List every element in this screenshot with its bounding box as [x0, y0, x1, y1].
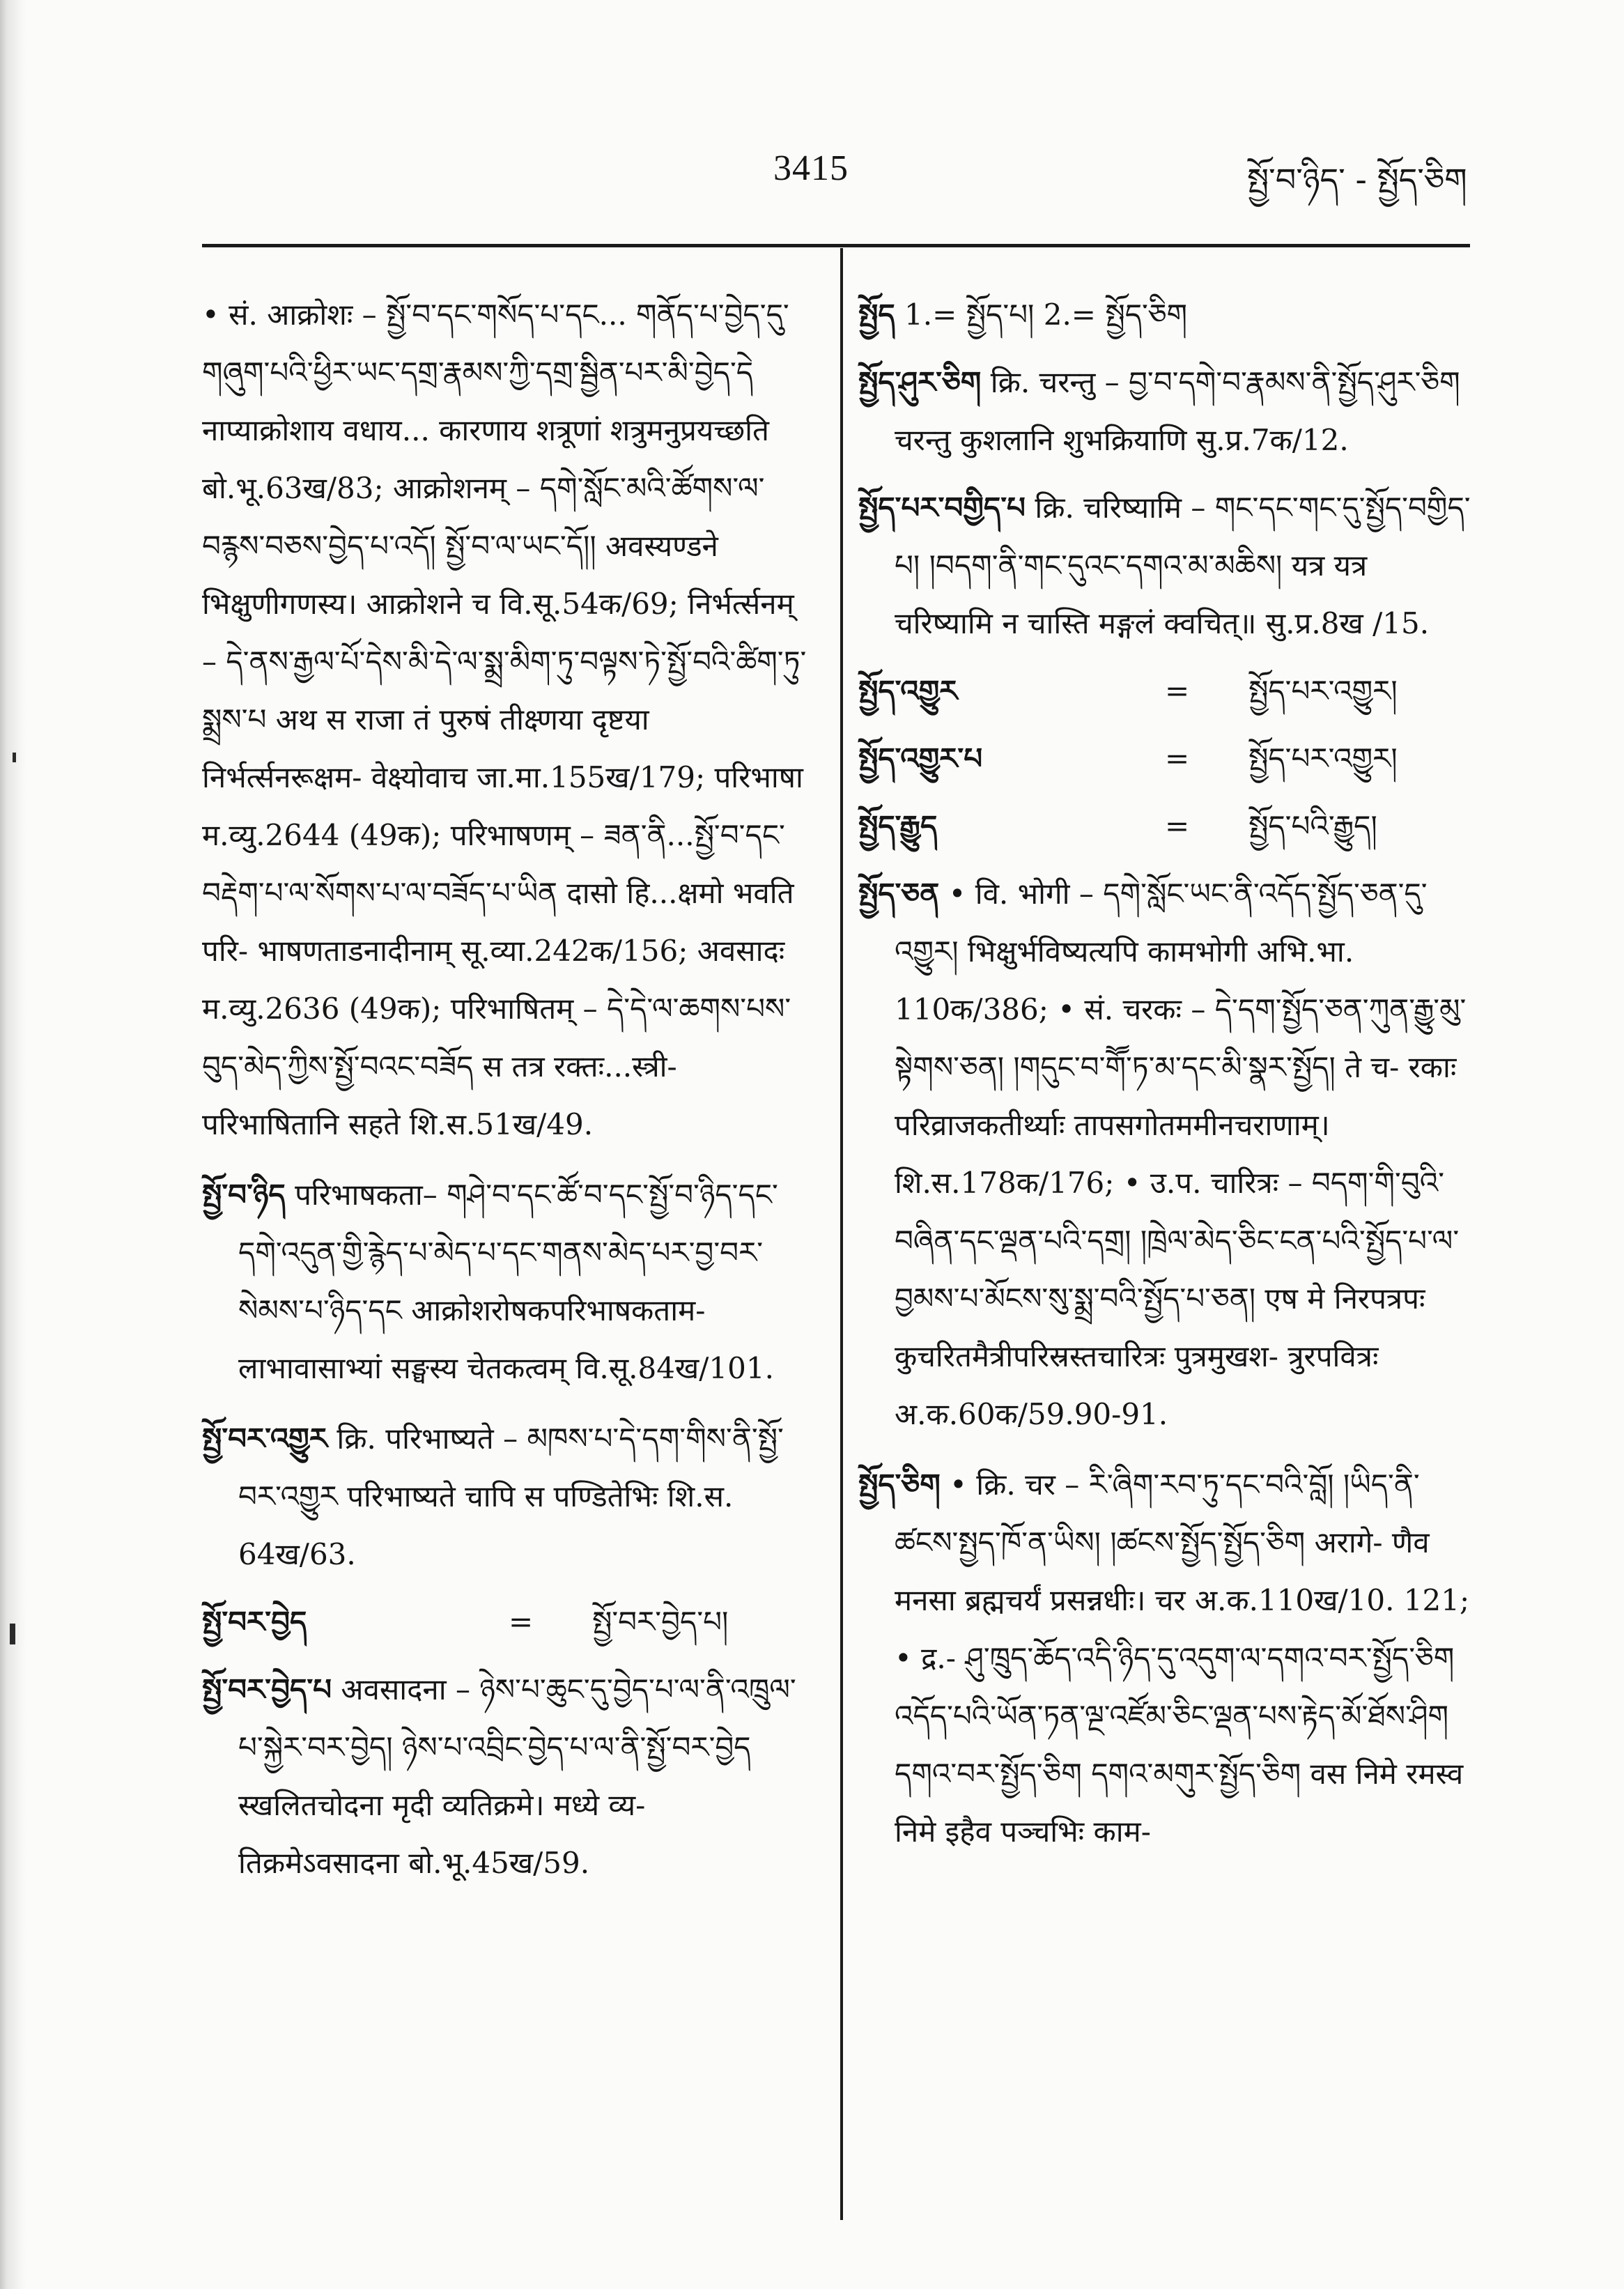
entry-body: क्रि. परिभाष्यते – མཁས་པ་དེ་དག་གིས་ནི་སྤྱོ་བར་འགྱུར परिभाष्यते चापि स पण्डितेभिः शि.स. 64ख/63. [238, 1421, 784, 1571]
scan-edge [0, 0, 26, 2289]
xref-target: སྤྱོད་པར་འགྱུར། [1248, 674, 1398, 708]
header-rule [202, 244, 1470, 247]
xref-equals: = [1165, 674, 1190, 708]
cross-reference [202, 1593, 815, 1651]
xref-equals: = [1165, 741, 1190, 776]
dictionary-entry [858, 353, 1471, 469]
entry-headword: སྤྱོད་ཅན [858, 877, 940, 911]
entry-body: अवसादना – ཉེས་པ་ཆུང་དུ་བྱེད་པ་ལ་ནི་འཁྲུལ་པ་སྐྱེར་བར་བྱེད། ཉེས་པ་འབྲིང་བྱེད་པ་ལ་ནི་སྤྱོ་བར་བྱེད स्खलितचोदना मृदी व्यतिक्रमे। मध्ये व्य- तिक्रमेऽवसादना बो.भू.45ख/59. [238, 1672, 796, 1880]
entry-headword: སྤྱོད [858, 298, 895, 332]
entry-body: क्रि. चरिष्यामि – གང་དང་གང་དུ་སྤྱོད་བགྱིད་པ། །བདག་ནི་གང་དུའང་དགའ་མ་མཆིས། यत्र यत्र चरिष्यामि न चास्ति मङ्गलं क्वचित्॥ सु.प्र.8ख /15. [895, 491, 1471, 640]
xref-equals: = [1165, 809, 1190, 843]
dictionary-entry [858, 865, 1471, 1443]
entry-continuation: • सं. आक्रोशः – སྤྱོ་བ་དང་གསོད་པ་དང... གནོད་པ་བྱེད་དུ་གཞུག་པའི་ཕྱིར་ཡང་དགྲ་རྣམས་ཀྱི་དགྲ་སྦྱིན་པར་མི་བྱེད་དེ नाप्याक्रोशाय वधाय... कारणाय शत्रूणां शत्रुमनुप्रयच्छति बो.भू.63ख/83; आक्रोशनम् – དགེ་སློང་མའི་ཚོགས་ལ་བརྙས་བཅས་བྱེད་པ་འདོ། སྤྱོ་བ་ལ་ཡང་དོ།། अवस्यण्डने भिक्षुणीगणस्य। आक्रोशने च वि.सू.54क/69; निर्भर्त्सनम् – དེ་ནས་རྒྱལ་པོ་དེས་མི་དེ་ལ་སྨྲ་མིག་ཏུ་བལྟས་ཏེ་སྤྱོ་བའི་ཚིག་ཏུ་སྨྲས་པ अथ स राजा तं पुरुषं तीक्ष्णया दृष्टया निर्भर्त्सनरूक्षम- वेक्ष्योवाच जा.मा.155ख/179; परिभाषा म.व्यु.2644 (49क); परिभाषणम् – ཟན་ནི...སྤྱོ་བ་དང་བརྡེག་པ་ལ་སོགས་པ་ལ་བཟོད་པ་ཡིན दासो हि...क्षमो भवति परि- भाषणताडनादीनाम् सू.व्या.242क/156; अवसादः म.व्यु.2636 (49क); परिभाषितम् – དེ་དེ་ལ་ཆགས་པས་བུད་མེད་ཀྱིས་སྤྱོ་བའང་བཟོད स तत्र रक्तः...स्त्री- परिभाषितानि सहते शि.स.51ख/49. [202, 298, 807, 1141]
entry-body: • क्रि. चर – རི་ཞིག་རབ་ཏུ་དང་བའི་བློ། །ཡིད་ནི་ཚངས་སྤྱད་ཁོ་ན་ཡིས། །ཚངས་སྤྱོད་སྤྱོད་ཅིག अरागे- णैव मनसा ब्रह्मचर्यं प्रसन्नधीः। चर अ.क.110ख/10. 121; • द्र.- ཤུ་ཁྲུད་ཆོད་འདི་ཉིད་དུ་འདུག་ལ་དགའ་བར་སྤྱོད་ཅིག འདོད་པའི་ཡོན་ཏན་ལྔ་འཛོམ་ཅིང་ལྡན་པས་རྟེད་མོ་ཐོས་ཤིག དགའ་བར་སྤྱོད་ཅིག དགའ་མགུར་སྤྱོད་ཅིག वस निमे रमस्व निमे इहैव पञ्चभिः काम- [895, 1467, 1470, 1849]
entry-headword: སྤྱོ་བ་ཉིད [202, 1178, 286, 1212]
xref-headword: སྤྱོད་འགྱུར [858, 674, 958, 708]
scan-speck [13, 753, 16, 762]
cross-reference [858, 662, 1471, 720]
entry-body: परिभाषकता– གཤེ་བ་དང་ཚོ་བ་དང་སྤྱོ་བ་ཉིད་དང་དགེ་འདུན་གྱི་རྙེད་པ་མེད་པ་དང་གནས་མེད་པར་བྱ་བར་སེམས་པ་ཉིད་དང आक्रोशरोषकपरिभाषकताम- लाभावासाभ्यां सङ्घस्य चेतकत्वम् वि.सू.84ख/101. [238, 1178, 778, 1385]
entry-body: क्रि. चरन्तु – བྱ་བ་དགེ་བ་རྣམས་ནི་སྤྱོད་ཤུར་ཅིག चरन्तु कुशलानि शुभक्रियाणि सु.प्र.7क/12. [895, 365, 1460, 457]
dictionary-entry [202, 1660, 815, 1892]
entry-headword: སྤྱོད་པར་བགྱིད་པ [858, 491, 1026, 525]
xref-headword: སྤྱོད་རྒྱུད [858, 809, 938, 843]
running-head: སྤྱོ་བ་ཉིད་ - སྤྱོད་ཅིག [1247, 161, 1467, 199]
dictionary-entry [202, 1166, 815, 1397]
entry-headword: སྤྱོ་བར་འགྱུར [202, 1421, 328, 1456]
entry-headword: སྤྱོ་བར་བྱེད་པ [202, 1672, 332, 1706]
dictionary-entry [858, 1456, 1471, 1860]
entry-body: • वि. भोगी – དགེ་སློང་ཡང་ནི་འདོད་སྤྱོད་ཅན་དུ་འགྱུར། भिक्षुर्भविष्यत्यपि कामभोगी अभि.भा. 110क/386; • सं. चरकः – དེ་དག་སྤྱོད་ཅན་ཀུན་རྒྱུ་མུ་སྟེགས་ཅན། །གདུང་བ་གཽ་ཏ་མ་དང་མི་སྣར་སྤྱོད། ते च- रकाः परिव्राजकतीर्थ्याः तापसगोतममीनचराणाम्। शि.स.178क/176; • उ.प. चारित्रः – བདག་གི་བུའི་བཞིན་དང་ལྡན་པའི་དགྲ། །ཁྲེལ་མེད་ཅིང་ངན་པའི་སྤྱོད་པ་ལ་བྱམས་པ་མོངས་སུ་སྨྲ་བའི་སྤྱོད་པ་ཅན། एष मे निरपत्रपः कुचरितमैत्रीपरिस्रस्तचारित्रः पुत्रमुखश- त्रुरपवित्रः अ.क.60क/59.90-91. [895, 877, 1467, 1431]
entry-body: 1.= སྤྱོད་པ། 2.= སྤྱོད་ཅིག [904, 298, 1188, 332]
right-column [858, 286, 1471, 1870]
cross-reference [858, 730, 1471, 787]
dictionary-entry [858, 286, 1471, 344]
xref-headword: སྤྱོ་བར་བྱེད [202, 1605, 307, 1639]
xref-headword: སྤྱོད་འགྱུར་པ [858, 741, 983, 776]
dictionary-entry [202, 1410, 815, 1583]
page-number: 3415 [773, 148, 849, 188]
cross-reference [858, 797, 1471, 855]
left-column [202, 286, 815, 1902]
xref-target: སྤྱོ་བར་བྱེད་པ། [592, 1605, 729, 1639]
entry-headword: སྤྱོད་ཅིག [858, 1467, 941, 1502]
column-rule [840, 248, 843, 2220]
xref-equals: = [509, 1605, 534, 1639]
xref-target: སྤྱོད་པའི་རྒྱུད། [1248, 809, 1377, 843]
entry-headword: སྤྱོད་ཤུར་ཅིག [858, 365, 982, 399]
dictionary-entry [858, 479, 1471, 652]
scan-speck [10, 1624, 15, 1644]
xref-target: སྤྱོད་པར་འགྱུར། [1248, 741, 1398, 776]
